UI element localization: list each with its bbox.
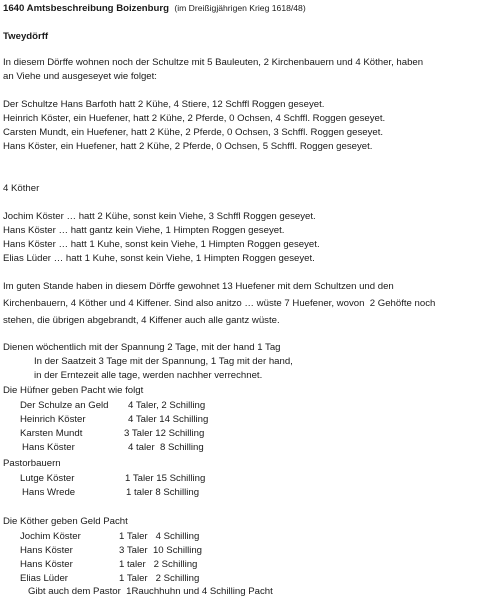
huefner-amount: 4 Taler, 2 Schilling: [128, 400, 206, 411]
koether-heading: 4 Köther: [3, 183, 40, 194]
farmer-line: Hans Köster, ein Huefener, hatt 2 Kühe, 2 Pferde, 0 Ochsen, 5 Schffl. Roggen geseyet.: [3, 141, 373, 152]
koether-pacht-name: Hans Köster: [20, 545, 73, 556]
document-title: [3, 3, 306, 14]
koether-pacht-amount: 1 Taler 2 Schilling: [119, 573, 200, 584]
pastor-amount: 1 Taler 15 Schilling: [125, 473, 206, 484]
huefner-amount: 4 Taler 14 Schilling: [128, 414, 209, 425]
service-line: Dienen wöchentlich mit der Spannung 2 Tage, mit der hand 1 Tag: [3, 342, 281, 353]
koether-line: Hans Köster … hatt 1 Kuhe, sonst kein Viehe, 1 Himpten Roggen geseyet.: [3, 239, 320, 250]
huefner-amount: 4 taler 8 Schilling: [128, 442, 204, 453]
huefner-amount: 3 Taler 12 Schilling: [124, 428, 205, 439]
koether-line: Elias Lüder … hatt 1 Kuhe, sonst kein Viehe, 1 Himpten Roggen geseyet.: [3, 253, 315, 264]
intro-line-1: In diesem Dörffe wohnen noch der Schultze mit 5 Bauleuten, 2 Kirchenbauern und 4 Köther, haben: [3, 57, 424, 68]
huefner-name: Der Schulze an Geld: [20, 400, 109, 411]
koether-line: Jochim Köster … hatt 2 Kühe, sonst kein Viehe, 3 Schffl Roggen geseyet.: [3, 211, 316, 222]
koether-pacht-amount: 3 Taler 10 Schilling: [119, 545, 203, 556]
koether-pacht-name: Elias Lüder: [20, 573, 68, 584]
koether-line: Hans Köster … hatt gantz kein Viehe, 1 Himpten Roggen geseyet.: [3, 225, 285, 236]
service-line: In der Saatzeit 3 Tage mit der Spannung, 1 Tag mit der hand,: [34, 356, 293, 367]
koether-pacht-heading: Die Köther geben Geld Pacht: [3, 516, 128, 527]
service-line: in der Erntezeit alle tage, werden nachher verrechnet.: [34, 370, 263, 381]
final-line: Gibt auch dem Pastor 1Rauchhuhn und 4 Schilling Pacht: [28, 586, 273, 597]
huefner-name: Karsten Mundt: [20, 428, 83, 439]
farmer-line: Carsten Mundt, ein Huefener, hatt 2 Kühe, 2 Pferde, 0 Ochsen, 3 Schffl. Roggen geseyet.: [3, 127, 384, 138]
koether-pacht-amount: 1 taler 2 Schilling: [119, 559, 198, 570]
village-heading: Tweydörff: [3, 31, 49, 42]
farmer-line: Der Schultze Hans Barfoth hatt 2 Kühe, 4 Stiere, 12 Schffl Roggen geseyet.: [3, 99, 325, 110]
good-times-line: stehen, die übrigen abgebrandt, 4 Kiffener auch alle gantz wüste.: [3, 315, 280, 326]
pastor-name: Hans Wrede: [22, 487, 76, 498]
koether-pacht-name: Hans Köster: [20, 559, 73, 570]
good-times-line: Im guten Stande haben in diesem Dörffe gewohnet 13 Huefener mit dem Schultzen und den: [3, 281, 394, 292]
pastor-heading: Pastorbauern: [3, 458, 61, 469]
huefner-name: Heinrich Köster: [20, 414, 86, 425]
good-times-line: Kirchenbauern, 4 Köther und 4 Kiffener. Sind also anitzo … wüste 7 Huefener, wovon 2 Gehöfte noch: [3, 298, 436, 309]
koether-pacht-name: Jochim Köster: [20, 531, 81, 542]
pastor-name: Lutge Köster: [20, 473, 75, 484]
title-bold: 1640 Amtsbeschreibung Boizenburg: [3, 3, 169, 14]
intro-line-2: an Viehe und ausgeseyet wie folget:: [3, 71, 157, 82]
koether-pacht-amount: 1 Taler 4 Schilling: [119, 531, 200, 542]
pastor-amount: 1 taler 8 Schilling: [126, 487, 200, 498]
farmer-line: Heinrich Köster, ein Huefener, hatt 2 Kühe, 2 Pferde, 0 Ochsen, 4 Schffl. Roggen geseyet.: [3, 113, 386, 124]
title-note: (im Dreißigjährigen Krieg 1618/48): [174, 3, 306, 13]
huefner-name: Hans Köster: [22, 442, 75, 453]
huefner-heading: Die Hüfner geben Pacht wie folgt: [3, 385, 144, 396]
